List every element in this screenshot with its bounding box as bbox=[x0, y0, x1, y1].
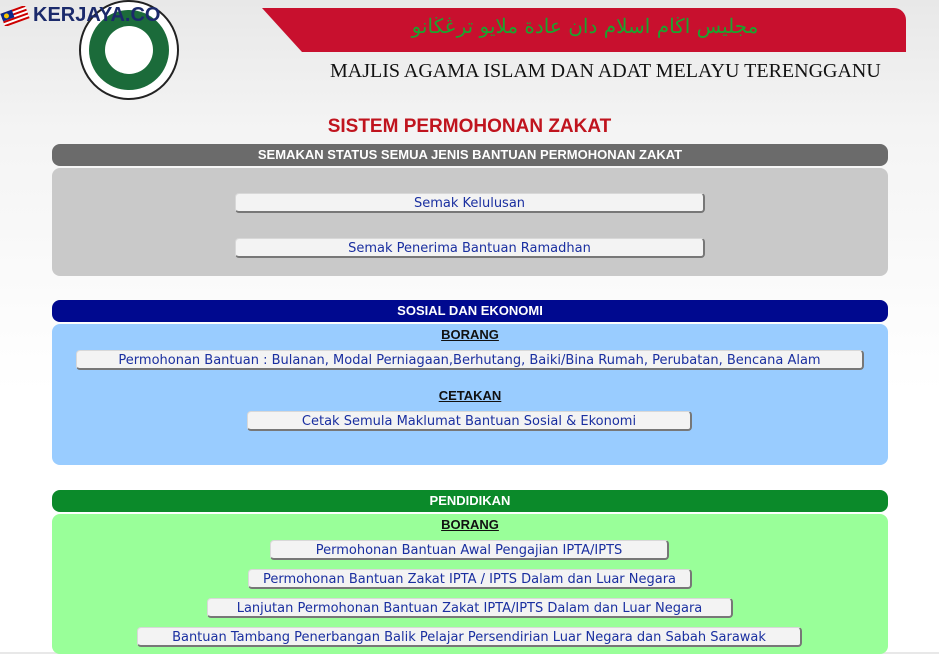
awal-pengajian-button[interactable]: Permohonan Bantuan Awal Pengajian IPTA/IPTS bbox=[270, 540, 669, 560]
sosial-cetakan-heading: CETAKAN bbox=[438, 388, 502, 403]
page-title: SISTEM PERMOHONAN ZAKAT bbox=[327, 116, 612, 137]
permohonan-bantuan-bulanan-button[interactable]: Permohonan Bantuan : Bulanan, Modal Perniagaan,Berhutang, Baiki/Bina Rumah, Perubatan, Bencana Alam bbox=[76, 350, 864, 370]
watermark-suffix: .CO bbox=[124, 4, 161, 26]
pendidikan-section-bar: PENDIDIKAN bbox=[52, 490, 888, 512]
cetak-semula-button[interactable]: Cetak Semula Maklumat Bantuan Sosial & Ekonomi bbox=[247, 411, 692, 431]
sosial-borang-heading: BORANG bbox=[441, 327, 499, 342]
tambang-penerbangan-button[interactable]: Bantuan Tambang Penerbangan Balik Pelajar Persendirian Luar Negara dan Sabah Sarawak bbox=[137, 627, 802, 647]
semakan-panel bbox=[52, 168, 888, 276]
zakat-ipta-ipts-button[interactable]: Permohonan Bantuan Zakat IPTA / IPTS Dalam dan Luar Negara bbox=[248, 569, 692, 589]
pendidikan-borang-heading: BORANG bbox=[441, 517, 499, 532]
kerjaya-watermark bbox=[0, 4, 160, 27]
semak-penerima-ramadhan-button[interactable]: Semak Penerima Bantuan Ramadhan bbox=[235, 238, 705, 258]
semak-kelulusan-button[interactable]: Semak Kelulusan bbox=[235, 193, 705, 213]
header-subtitle: MAJLIS AGAMA ISLAM DAN ADAT MELAYU TERENGGANU bbox=[330, 60, 881, 82]
sosial-section-bar: SOSIAL DAN EKONOMI bbox=[52, 300, 888, 322]
page-header bbox=[0, 0, 939, 100]
header-jawi-text: مجليس اڬام اسلام دان عادة ملايو ترڠڬانو bbox=[411, 14, 759, 38]
watermark-brand: KERJAYA bbox=[33, 4, 125, 26]
lanjutan-permohonan-button[interactable]: Lanjutan Permohonan Bantuan Zakat IPTA/IPTS Dalam dan Luar Negara bbox=[207, 598, 733, 618]
semakan-section-bar: SEMAKAN STATUS SEMUA JENIS BANTUAN PERMOHONAN ZAKAT bbox=[52, 144, 888, 166]
malaysia-flag-icon bbox=[0, 6, 30, 26]
